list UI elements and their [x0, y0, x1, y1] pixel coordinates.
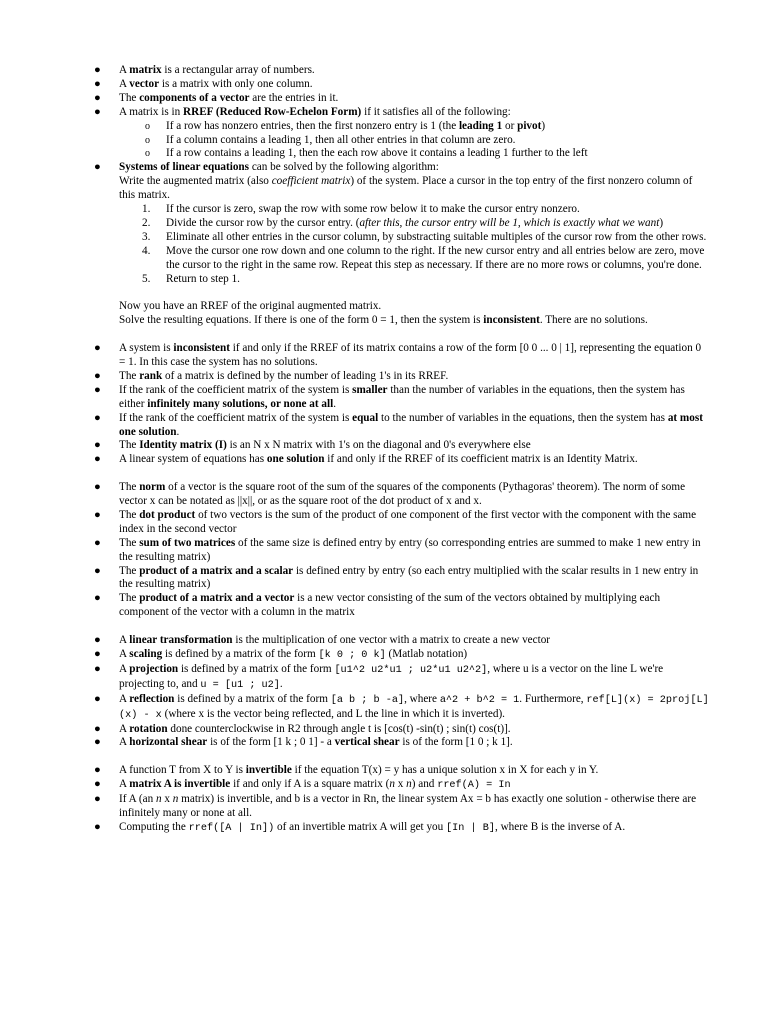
- numbered-step: 1. If the cursor is zero, swap the row with some row below it to make the cursor entry nonzero.: [142, 203, 580, 216]
- bullet-icon: ●: [94, 592, 101, 605]
- sub-list-item: o If a column contains a leading 1, then all other entries in that column are zero.: [145, 133, 516, 146]
- bullet-icon: ●: [94, 536, 101, 549]
- list-item: ● Systems of linear equations can be solved by the following algorithm: Write the augmented matrix (also coefficient matrix) of the system. Place a cursor in the top entry of the first nonzero column of this matrix.: [94, 161, 693, 202]
- sub-bullet-icon: o: [145, 134, 150, 146]
- bullet-icon: ●: [94, 161, 101, 174]
- list-item: ● A projection is defined by a matrix of the form [u1^2 u2*u1 ; u2*u1 u2^2], where u is a vector on the line L we're projecting to, and u = [u1 ; u2].: [94, 662, 664, 691]
- list-item: ● A horizontal shear is of the form [1 k ; 0 1] - a vertical shear is of the form [1 0 ; k 1].: [94, 736, 513, 749]
- bullet-icon: ●: [94, 64, 101, 76]
- list-item: ● A scaling is defined by a matrix of the form [k 0 ; 0 k] (Matlab notation): [94, 648, 468, 661]
- bullet-icon: ●: [94, 764, 101, 777]
- list-item: ● If the rank of the coefficient matrix of the system is equal to the number of variables in the equations, then the system has at most one solution.: [94, 411, 703, 438]
- bullet-icon: ●: [94, 453, 101, 466]
- list-item: ● The product of a matrix and a scalar is defined entry by entry (so each entry multiplied with the scalar results in 1 new entry in the resulting matrix): [94, 564, 699, 591]
- list-item: ● The norm of a vector is the square root of the sum of the squares of the components (Pythagoras' theorem). The norm of some vector x can be notated as ||x||, or as the square root of the dot product of x and x.: [94, 481, 686, 508]
- bullet-icon: ●: [94, 439, 101, 452]
- bullet-icon: ●: [94, 342, 101, 355]
- bullet-icon: ●: [94, 481, 101, 494]
- bullet-icon: ●: [94, 648, 101, 660]
- numbered-step: 5. Return to step 1.: [142, 272, 240, 285]
- document-page: [0, 64, 768, 836]
- bullet-icon: ●: [94, 634, 101, 647]
- list-item: ● A matrix is a rectangular array of numbers.: [94, 64, 315, 76]
- list-item: ● Computing the rref([A | In]) of an invertible matrix A will get you [In | B], where B is the inverse of A.: [94, 820, 626, 834]
- list-item: ● The rank of a matrix is defined by the number of leading 1's in its RREF.: [94, 369, 449, 382]
- paragraph: Now you have an RREF of the original augmented matrix. Solve the resulting equations. If there is one of the form 0 = 1, then the system is inconsistent. There are no solutions.: [119, 300, 648, 327]
- bullet-icon: ●: [94, 383, 101, 396]
- list-item: ● The components of a vector are the entries in it.: [94, 91, 339, 104]
- list-item: ● A matrix A is invertible if and only if A is a square matrix (n x n) and rref(A) = In: [94, 778, 511, 792]
- bullet-icon: ●: [94, 411, 101, 424]
- sub-bullet-icon: o: [145, 148, 150, 160]
- bullet-icon: ●: [94, 793, 101, 806]
- list-item: ● A matrix is in RREF (Reduced Row-Echelon Form) if it satisfies all of the following:: [94, 105, 511, 118]
- list-item: ● If A (an n x n matrix) is invertible, and b is a vector in Rn, the linear system Ax = b has exactly one solution - otherwise there are infinitely many or none at all.: [94, 793, 697, 819]
- list-item: ● The Identity matrix (I) is an N x N matrix with 1's on the diagonal and 0's everywhere else: [94, 439, 531, 452]
- list-item: ● A vector is a matrix with only one column.: [94, 77, 313, 90]
- bullet-icon: ●: [94, 662, 101, 675]
- bullet-icon: ●: [94, 508, 101, 521]
- sub-list-item: o If a row has nonzero entries, then the first nonzero entry is 1 (the leading 1 or pivot): [145, 119, 546, 132]
- sub-list-item: o If a row contains a leading 1, then the each row above it contains a leading 1 further to the left: [145, 147, 588, 160]
- bullet-icon: ●: [94, 722, 101, 735]
- bullet-icon: ●: [94, 778, 101, 791]
- list-item: ● The dot product of two vectors is the sum of the product of one component of the first vector with the component with the same index in the second vector: [94, 508, 697, 535]
- numbered-step: 3. Eliminate all other entries in the cursor column, by substracting suitable multiples of the cursor row from the other rows.: [142, 230, 707, 243]
- list-item: ● The sum of two matrices of the same size is defined entry by entry (so corresponding entries are summed to make 1 new entry in the resulting matrix): [94, 536, 701, 563]
- bullet-icon: ●: [94, 820, 101, 833]
- bullet-icon: ●: [94, 91, 101, 104]
- list-item: ● The product of a matrix and a vector is a new vector consisting of the sum of the vectors obtained by multiplying each component of the vector with a column in the matrix: [94, 592, 661, 619]
- list-item: ● A linear system of equations has one solution if and only if the RREF of its coefficient matrix is an Identity Matrix.: [94, 453, 638, 466]
- sub-bullet-icon: o: [145, 120, 150, 132]
- numbered-step: 2. Divide the cursor row by the cursor entry. (after this, the cursor entry will be 1, which is exactly what we want): [142, 216, 664, 229]
- bullet-icon: ●: [94, 692, 101, 705]
- list-item: ● If the rank of the coefficient matrix of the system is smaller than the number of variables in the equations, then the system has either infinitely many solutions, or none at all.: [94, 383, 685, 410]
- list-item: ● A function T from X to Y is invertible if the equation T(x) = y has a unique solution x in X for each y in Y.: [94, 764, 599, 777]
- numbered-step: 4. Move the cursor one row down and one column to the right. If the new cursor entry and all entries below are zero, move the cursor to the right in the same row. Repeat this step as necessary. If there are no more rows or columns, you're done.: [142, 244, 705, 271]
- bullet-icon: ●: [94, 564, 101, 577]
- bullet-icon: ●: [94, 77, 101, 90]
- bullet-icon: ●: [94, 736, 101, 749]
- list-item: ● A reflection is defined by a matrix of the form [a b ; b -a], where a^2 + b^2 = 1. Furthermore, ref[L](x) = 2proj[L](x) - x (where x is the vector being reflected, and L the line in which it is inverted).: [94, 692, 709, 721]
- bullet-icon: ●: [94, 105, 101, 118]
- list-item: ● A system is inconsistent if and only if the RREF of its matrix contains a row of the form [0 0 ... 0 | 1], representing the equation 0 = 1. In this case the system has no solutions.: [94, 342, 702, 368]
- list-item: ● A linear transformation is the multiplication of one vector with a matrix to create a new vector: [94, 634, 551, 647]
- bullet-icon: ●: [94, 369, 101, 382]
- list-item: ● A rotation done counterclockwise in R2 through angle t is [cos(t) -sin(t) ; sin(t) cos(t)].: [94, 722, 511, 735]
